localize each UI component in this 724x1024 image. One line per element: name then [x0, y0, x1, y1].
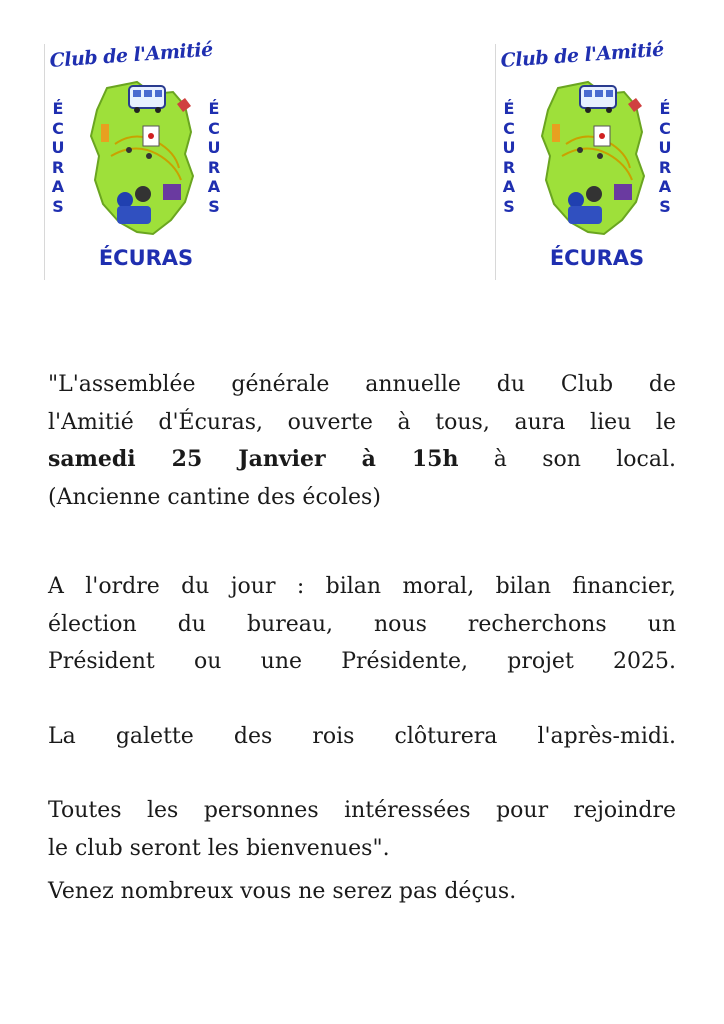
logo-side-left: ÉCURAS	[51, 99, 65, 216]
closing-line: Venez nombreux vous ne serez pas déçus.	[48, 879, 517, 904]
club-map-collage-icon	[496, 44, 682, 280]
paragraph-agenda	[48, 568, 676, 681]
agenda-line-3: Président ou une Présidente, projet 2025.	[48, 649, 676, 674]
logo-title: Club de l'Amitié	[49, 38, 214, 72]
announcement-location: à son local.	[493, 447, 676, 472]
paragraph-welcome	[48, 792, 676, 867]
announcement-line-1: "L'assemblée générale annuelle du Club de	[48, 372, 676, 397]
logo-title: Club de l'Amitié	[500, 38, 665, 72]
announcement-line-4: (Ancienne cantine des écoles)	[48, 484, 381, 510]
agenda-line-2: élection du bureau, nous recherchons un	[48, 611, 676, 637]
welcome-line-1: Toutes les personnes intéressées pour rejoindre	[48, 798, 676, 823]
logo-bottom: ÉCURAS	[98, 246, 194, 270]
announcement-line-3	[48, 441, 676, 479]
galette-line: La galette des rois clôturera l'après-midi.	[48, 724, 676, 749]
club-logo-left	[44, 38, 230, 280]
paragraph-galette	[48, 718, 676, 756]
club-map-collage-icon	[45, 44, 231, 280]
logo-side-left: ÉCURAS	[502, 99, 516, 216]
announcement-date: samedi 25 Janvier à 15h	[48, 446, 459, 472]
logo-side-right: ÉCURAS	[207, 99, 221, 216]
announcement-line-2: l'Amitié d'Écuras, ouverte à tous, aura lieu le	[48, 409, 676, 435]
logo-bottom: ÉCURAS	[549, 246, 645, 270]
paragraph-announcement	[48, 366, 676, 516]
welcome-line-2: le club seront les bienvenues".	[48, 835, 390, 861]
logo-side-right: ÉCURAS	[658, 99, 672, 216]
agenda-line-1: A l'ordre du jour : bilan moral, bilan financier,	[48, 574, 676, 599]
paragraph-closing	[48, 873, 676, 911]
club-logo-right	[495, 38, 681, 280]
